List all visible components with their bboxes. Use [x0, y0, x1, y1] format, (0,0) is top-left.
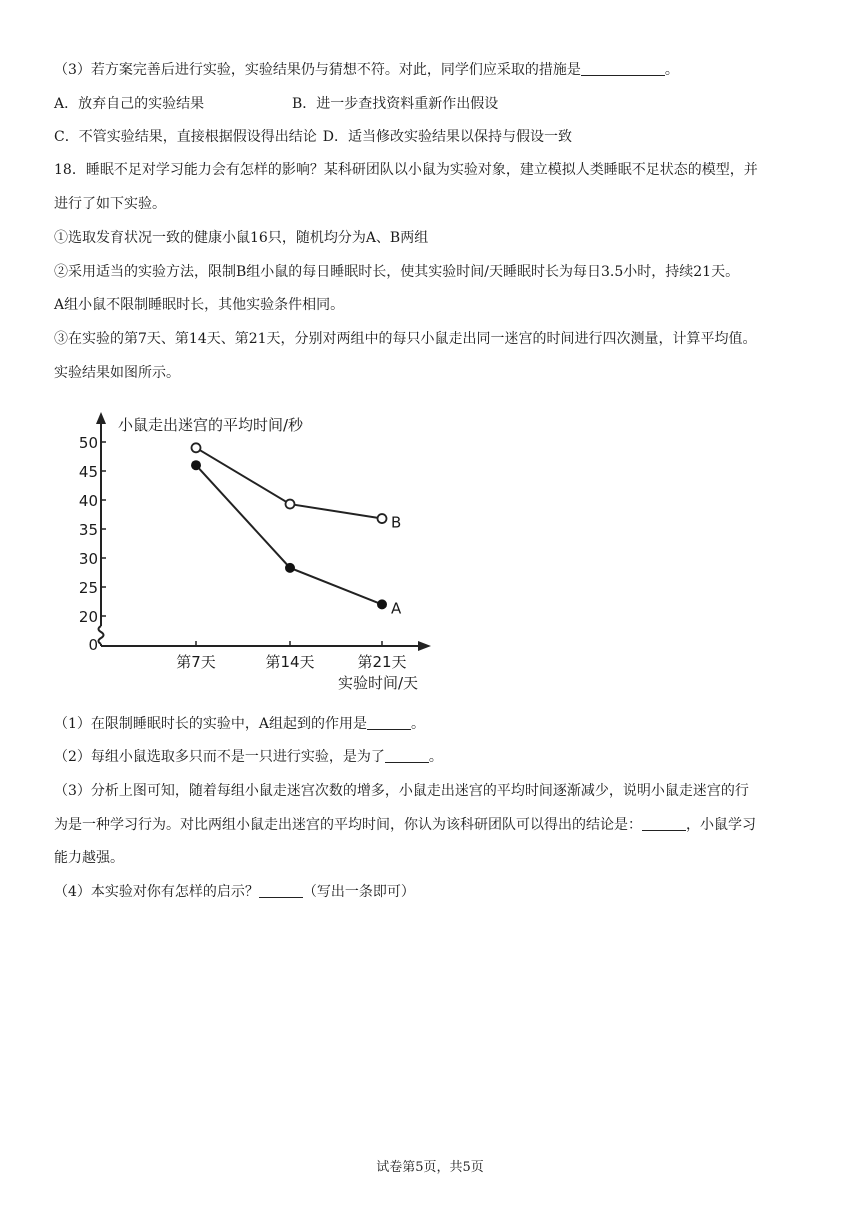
x-tick-label: 第21天	[357, 653, 407, 671]
data-point-B	[192, 443, 201, 452]
q18-step-2b: A组小鼠不限制睡眠时长，其他实验条件相同。	[54, 297, 345, 313]
y-tick-label: 30	[78, 550, 98, 568]
series-label-A: A	[391, 599, 402, 618]
answer-blank[interactable]	[642, 816, 686, 831]
x-axis-arrow	[418, 641, 431, 651]
x-axis-label: 实验时间/天	[338, 674, 419, 692]
data-point-B	[378, 514, 387, 523]
y-tick-label: 25	[78, 579, 98, 597]
page-footer: 试卷第5页，共5页	[376, 1160, 484, 1175]
x-tick-label: 第7天	[176, 653, 216, 671]
y-axis-label: 小鼠走出迷宫的平均时间/秒	[118, 416, 304, 434]
y-axis-arrow	[96, 412, 106, 424]
chart-axes	[79, 412, 431, 692]
q18-sub-1: （1）在限制睡眠时长的实验中，A组起到的作用是 。	[54, 716, 426, 732]
option-a: A．放弃自己的实验结果	[54, 96, 205, 112]
y-tick-label: 0	[88, 636, 98, 654]
answer-blank[interactable]	[385, 748, 429, 763]
q18-step-2a: ②采用适当的实验方法，限制B组小鼠的每日睡眠时长，使其实验时间/天睡眠时长为每日3.5小时，持续21天。	[54, 264, 740, 280]
option-d: D．适当修改实验结果以保持与假设一致	[322, 129, 572, 145]
series-line-A	[196, 465, 382, 604]
option-c-d	[54, 127, 572, 147]
y-tick-label: 20	[78, 608, 98, 626]
q18-step-1: ①选取发育状况一致的健康小鼠16只，随机均分为A、B两组	[54, 230, 429, 246]
y-tick-label: 40	[78, 492, 98, 510]
data-point-A	[285, 563, 295, 573]
q18-sub-3c: 能力越强。	[54, 850, 124, 866]
data-point-A	[377, 599, 387, 609]
x-tick-label: 第14天	[265, 653, 315, 671]
q17-3-stem: （3）若方案完善后进行实验，实验结果仍与猜想不符。对此，同学们应采取的措施是 。	[54, 62, 679, 78]
q18-sub-3b: 为是一种学习行为。对比两组小鼠走出迷宫的平均时间，你认为该科研团队可以得出的结论是： ，小鼠学习	[54, 817, 756, 833]
series-label-B: B	[391, 513, 402, 532]
chart-marks	[191, 443, 402, 617]
q18-intro-2: 进行了如下实验。	[54, 196, 166, 212]
y-tick-label: 35	[78, 521, 98, 539]
q18-sub-3a: （3）分析上图可知，随着每组小鼠走迷宫次数的增多，小鼠走出迷宫的平均时间逐渐减少，说明小鼠走迷宫的行	[54, 783, 749, 799]
y-tick-label: 50	[78, 434, 98, 452]
maze-time-line-chart	[78, 404, 448, 694]
y-tick-label: 45	[78, 463, 98, 481]
option-b: B．进一步查找资料重新作出假设	[292, 96, 499, 112]
q18-sub-2: （2）每组小鼠选取多只而不是一只进行实验，是为了 。	[54, 749, 443, 765]
data-point-A	[191, 460, 201, 470]
option-c: C．不管实验结果，直接根据假设得出结论	[54, 129, 317, 145]
y-axis-break	[99, 626, 104, 644]
data-point-B	[286, 500, 295, 509]
q18-intro-1: 18．睡眠不足对学习能力会有怎样的影响？某科研团队以小鼠为实验对象，建立模拟人类睡眠不足状态的模型，并	[54, 162, 758, 178]
q18-sub-4: （4）本实验对你有怎样的启示？ （写出一条即可）	[54, 884, 415, 900]
answer-blank[interactable]	[581, 61, 665, 76]
answer-blank[interactable]	[367, 715, 411, 730]
q18-step-3b: 实验结果如图所示。	[54, 365, 180, 381]
answer-blank[interactable]	[259, 883, 303, 898]
q18-step-3a: ③在实验的第7天、第14天、第21天，分别对两组中的每只小鼠走出同一迷宫的时间进行四次测量，计算平均值。	[54, 331, 757, 347]
